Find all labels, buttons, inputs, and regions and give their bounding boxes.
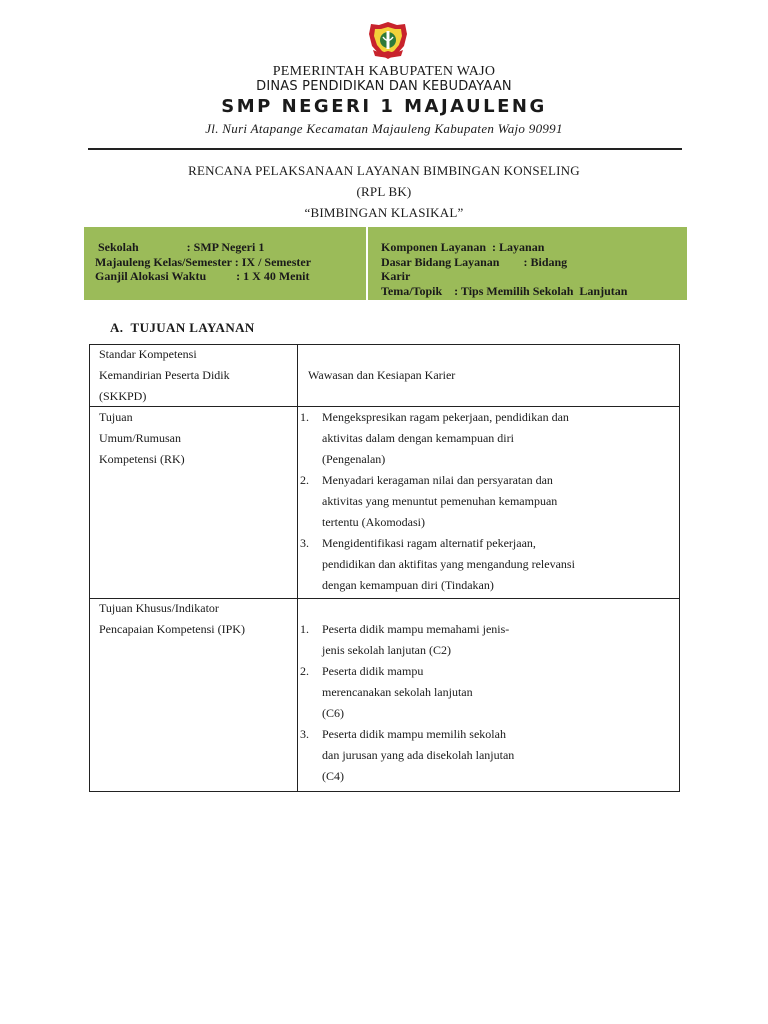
- list-item: [300, 533, 670, 596]
- document-title: RENCANA PELAKSANAAN LAYANAN BIMBINGAN KONSELING: [188, 163, 580, 178]
- document-subtitle: (RPL BK): [356, 184, 412, 199]
- table-row-1-value: Wawasan dan Kesiapan Karier: [308, 368, 456, 382]
- regency-crest-logo: [367, 20, 409, 60]
- list-text: pendidikan dan aktifitas yang mengandung relevansi: [322, 557, 575, 571]
- info-box-left: [95, 240, 360, 284]
- list-text: (C4): [322, 769, 344, 783]
- info-class-line: Majauleng Kelas/Semester : IX / Semester: [95, 254, 312, 269]
- info-time-line: Ganjil Alokasi Waktu : 1 X 40 Menit: [95, 269, 310, 283]
- label-line: Tujuan Khusus/Indikator: [99, 601, 219, 615]
- objectives-table: [89, 344, 680, 792]
- table-row-3-value: [300, 619, 670, 787]
- list-number: 2.: [300, 473, 309, 487]
- info-box-right: [381, 240, 681, 298]
- document-type: “BIMBINGAN KLASIKAL”: [304, 205, 464, 220]
- list-text: dengan kemampuan diri (Tindakan): [322, 578, 494, 592]
- list-text: Mengekspresikan ragam pekerjaan, pendidikan dan: [322, 410, 569, 424]
- label-line: Kompetensi (RK): [99, 452, 185, 466]
- list-number: 3.: [300, 536, 309, 550]
- list-item: [300, 407, 670, 470]
- label-line: Pencapaian Kompetensi (IPK): [99, 622, 245, 636]
- table-row-1-label: [99, 344, 294, 407]
- list-number: 3.: [300, 727, 309, 741]
- school-name: SMP NEGERI 1 MAJAULENG: [221, 96, 547, 117]
- info-field-line: Dasar Bidang Layanan : Bidang: [381, 254, 568, 269]
- list-text: aktivitas yang menuntut pemenuhan kemampuan: [322, 494, 558, 508]
- info-topic-line: Tema/Topik : Tips Memilih Sekolah Lanjutan: [381, 283, 628, 298]
- list-text: tertentu (Akomodasi): [322, 515, 425, 529]
- list-text: aktivitas dalam dengan kemampuan diri: [322, 431, 514, 445]
- table-row-2-value: [300, 407, 670, 596]
- list-number: 2.: [300, 664, 309, 678]
- list-text: Menyadari keragaman nilai dan persyaratan dan: [322, 473, 553, 487]
- info-field-value: Karir: [381, 269, 411, 283]
- government-name: PEMERINTAH KABUPATEN WAJO: [272, 64, 496, 79]
- list-item: [300, 724, 670, 787]
- school-address: Jl. Nuri Atapange Kecamatan Majauleng Kabupaten Wajo 90991: [205, 121, 563, 136]
- list-text: Peserta didik mampu memilih sekolah: [322, 727, 506, 741]
- list-text: Peserta didik mampu: [322, 664, 424, 678]
- department-name: DINAS PENDIDIKAN DAN KEBUDAYAAN: [256, 79, 512, 94]
- list-text: (Pengenalan): [322, 452, 386, 466]
- info-box: [84, 227, 687, 300]
- list-item: [300, 619, 670, 661]
- info-component-line: Komponen Layanan : Layanan: [381, 240, 545, 254]
- section-heading: A. TUJUAN LAYANAN: [110, 320, 255, 335]
- list-number: 1.: [300, 410, 309, 424]
- label-line: Kemandirian Peserta Didik: [99, 368, 230, 382]
- list-text: Peserta didik mampu memahami jenis-: [322, 622, 510, 636]
- list-text: (C6): [322, 706, 344, 720]
- label-line: Tujuan: [99, 410, 133, 424]
- table-row-3-label: [99, 598, 294, 640]
- list-text: merencanakan sekolah lanjutan: [322, 685, 473, 699]
- list-item: [300, 661, 670, 724]
- table-column-divider: [297, 345, 298, 791]
- list-number: 1.: [300, 622, 309, 636]
- info-box-divider: [366, 227, 368, 300]
- list-item: [300, 470, 670, 533]
- header-divider: [88, 148, 682, 150]
- label-line: Standar Kompetensi: [99, 347, 197, 361]
- table-row-2-label: [99, 407, 294, 470]
- list-text: Mengidentifikasi ragam alternatif pekerjaan,: [322, 536, 536, 550]
- info-school-line: Sekolah : SMP Negeri 1: [98, 240, 265, 254]
- label-line: Umum/Rumusan: [99, 431, 182, 445]
- list-text: dan jurusan yang ada disekolah lanjutan: [322, 748, 515, 762]
- label-line: (SKKPD): [99, 389, 147, 403]
- list-text: jenis sekolah lanjutan (C2): [322, 643, 451, 657]
